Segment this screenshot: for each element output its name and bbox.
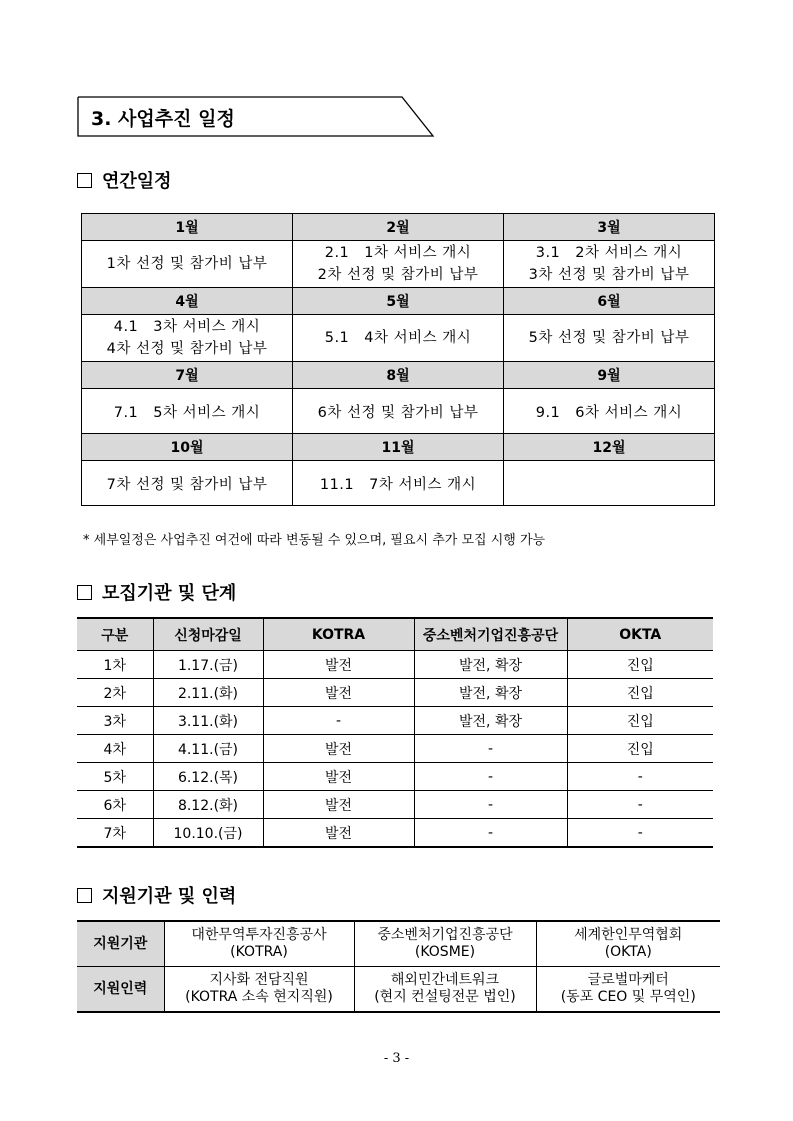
month-header: 1월: [82, 214, 293, 241]
cell-line: (KOTRA): [230, 944, 288, 960]
cell-line: 세계한인무역협회: [574, 927, 683, 943]
schedule-cell: [504, 461, 715, 506]
cell-line: 2.1 1차 서비스 개시: [324, 245, 472, 261]
table-cell: 8.12.(화): [153, 791, 263, 819]
support-heading: 지원기관 및 인력: [77, 882, 236, 908]
table-cell: 3.11.(화): [153, 707, 263, 735]
table-cell: 발전, 확장: [414, 707, 567, 735]
month-header: 6월: [504, 288, 715, 315]
table-cell: 2.11.(화): [153, 679, 263, 707]
cell-line: 해외민간네트워크: [390, 972, 500, 988]
table-cell: 진입: [567, 651, 713, 679]
table-cell: [164, 921, 354, 967]
schedule-note: * 세부일정은 사업추진 여건에 따라 변동될 수 있으며, 필요시 추가 모집 시행 가능: [83, 533, 546, 548]
month-header: 9월: [504, 362, 715, 389]
table-cell: 진입: [567, 735, 713, 763]
row-header: 지원기관: [77, 921, 164, 967]
month-header: 10월: [82, 434, 293, 461]
cell-line: 대한무역투자진흥공사: [191, 927, 327, 943]
table-cell: 4차: [77, 735, 153, 763]
table-cell: 1.17.(금): [153, 651, 263, 679]
table-cell: -: [567, 791, 713, 819]
schedule-cell: [293, 315, 504, 362]
table-cell: 발전: [263, 791, 414, 819]
schedule-row: [82, 241, 715, 288]
table-row: [77, 967, 720, 1013]
schedule-cell: [293, 389, 504, 434]
table-cell: 6차: [77, 791, 153, 819]
table-cell: -: [567, 819, 713, 848]
cell-line: (KOSME): [414, 944, 476, 960]
table-row: [77, 679, 713, 707]
cell-line: 5차 선정 및 참가비 납부: [528, 330, 690, 346]
month-header: 3월: [504, 214, 715, 241]
table-cell: 발전: [263, 651, 414, 679]
cell-line: 7.1 5차 서비스 개시: [113, 404, 261, 421]
annual-heading: 연간일정: [77, 167, 172, 193]
square-bullet-icon: [77, 585, 92, 600]
table-cell: -: [567, 763, 713, 791]
table-cell: 1차: [77, 651, 153, 679]
schedule-cell: [293, 241, 504, 288]
schedule-cell: [504, 241, 715, 288]
table-row: [77, 819, 713, 848]
table-cell: 4.11.(금): [153, 735, 263, 763]
schedule-cell: [82, 461, 293, 506]
table-cell: [354, 967, 536, 1013]
table-cell: -: [263, 707, 414, 735]
cell-line: 1차 선정 및 참가비 납부: [106, 256, 268, 272]
cell-line: (OKTA): [604, 944, 652, 960]
table-row: [77, 791, 713, 819]
table-cell: -: [414, 735, 567, 763]
cell-line: 지사화 전담직원: [209, 972, 309, 988]
month-header: 8월: [293, 362, 504, 389]
table-cell: 10.10.(금): [153, 819, 263, 848]
table-cell: 발전, 확장: [414, 651, 567, 679]
column-header: KOTRA: [263, 618, 414, 651]
column-header: OKTA: [567, 618, 713, 651]
month-header-row: [82, 434, 715, 461]
cell-line: 3.1 2차 서비스 개시: [535, 245, 683, 261]
column-header: 구분: [77, 618, 153, 651]
cell-line: 중소벤처기업진흥공단: [377, 927, 513, 943]
table-cell: [536, 967, 720, 1013]
column-header: 중소벤처기업진흥공단: [414, 618, 567, 651]
table-row: [77, 707, 713, 735]
cell-line: 글로벌마케터: [587, 972, 669, 988]
table-cell: 7차: [77, 819, 153, 848]
page-number: - 3 -: [383, 1051, 410, 1066]
month-header: 4월: [82, 288, 293, 315]
cell-line: (현지 컨설팅전문 법인): [374, 989, 516, 1005]
cell-line: 9.1 6차 서비스 개시: [535, 404, 683, 421]
table-cell: 2차: [77, 679, 153, 707]
table-cell: 발전, 확장: [414, 679, 567, 707]
row-header: 지원인력: [77, 967, 164, 1013]
column-header: 신청마감일: [153, 618, 263, 651]
table-cell: 발전: [263, 679, 414, 707]
table-cell: -: [414, 791, 567, 819]
table-cell: -: [414, 763, 567, 791]
table-row: [77, 651, 713, 679]
table-cell: 발전: [263, 819, 414, 848]
schedule-cell: [504, 315, 715, 362]
schedule-cell: [82, 315, 293, 362]
month-header: 11월: [293, 434, 504, 461]
month-header-row: [82, 362, 715, 389]
schedule-cell: [82, 389, 293, 434]
schedule-cell: [82, 241, 293, 288]
schedule-row: [82, 461, 715, 506]
month-header: 7월: [82, 362, 293, 389]
support-table: [77, 920, 720, 1013]
month-header: 2월: [293, 214, 504, 241]
cell-line: 4차 선정 및 참가비 납부: [106, 341, 268, 357]
cell-line: (KOTRA 소속 현지직원): [185, 989, 333, 1005]
month-header-row: [82, 288, 715, 315]
section-title-box: [77, 96, 433, 136]
cell-line: 4.1 3차 서비스 개시: [113, 319, 261, 335]
table-cell: 발전: [263, 735, 414, 763]
section-title: 3. 사업추진 일정: [91, 108, 235, 130]
cell-line: (동포 CEO 및 무역인): [560, 989, 696, 1005]
cell-line: 6차 선정 및 참가비 납부: [317, 404, 479, 421]
table-cell: [354, 921, 536, 967]
table-cell: -: [414, 819, 567, 848]
schedule-cell: [293, 461, 504, 506]
cell-line: 5.1 4차 서비스 개시: [324, 330, 472, 346]
table-cell: 발전: [263, 763, 414, 791]
schedule-cell: [504, 389, 715, 434]
month-header: 5월: [293, 288, 504, 315]
square-bullet-icon: [77, 888, 92, 903]
table-cell: 6.12.(목): [153, 763, 263, 791]
table-row: [77, 763, 713, 791]
table-cell: [164, 967, 354, 1013]
table-row: [77, 921, 720, 967]
cell-line: 3차 선정 및 참가비 납부: [528, 267, 690, 283]
annual-schedule-table: [81, 213, 715, 506]
recruit-heading: 모집기관 및 단계: [77, 579, 236, 605]
table-cell: 3차: [77, 707, 153, 735]
table-cell: 진입: [567, 679, 713, 707]
month-header: 12월: [504, 434, 715, 461]
table-cell: [536, 921, 720, 967]
recruit-table: [77, 617, 713, 848]
cell-line: 7차 선정 및 참가비 납부: [106, 476, 268, 493]
table-row: [77, 735, 713, 763]
square-bullet-icon: [77, 173, 92, 188]
table-cell: 진입: [567, 707, 713, 735]
schedule-row: [82, 389, 715, 434]
schedule-row: [82, 315, 715, 362]
month-header-row: [82, 214, 715, 241]
cell-line: 2차 선정 및 참가비 납부: [317, 267, 479, 283]
cell-line: 11.1 7차 서비스 개시: [319, 476, 477, 493]
table-cell: 5차: [77, 763, 153, 791]
